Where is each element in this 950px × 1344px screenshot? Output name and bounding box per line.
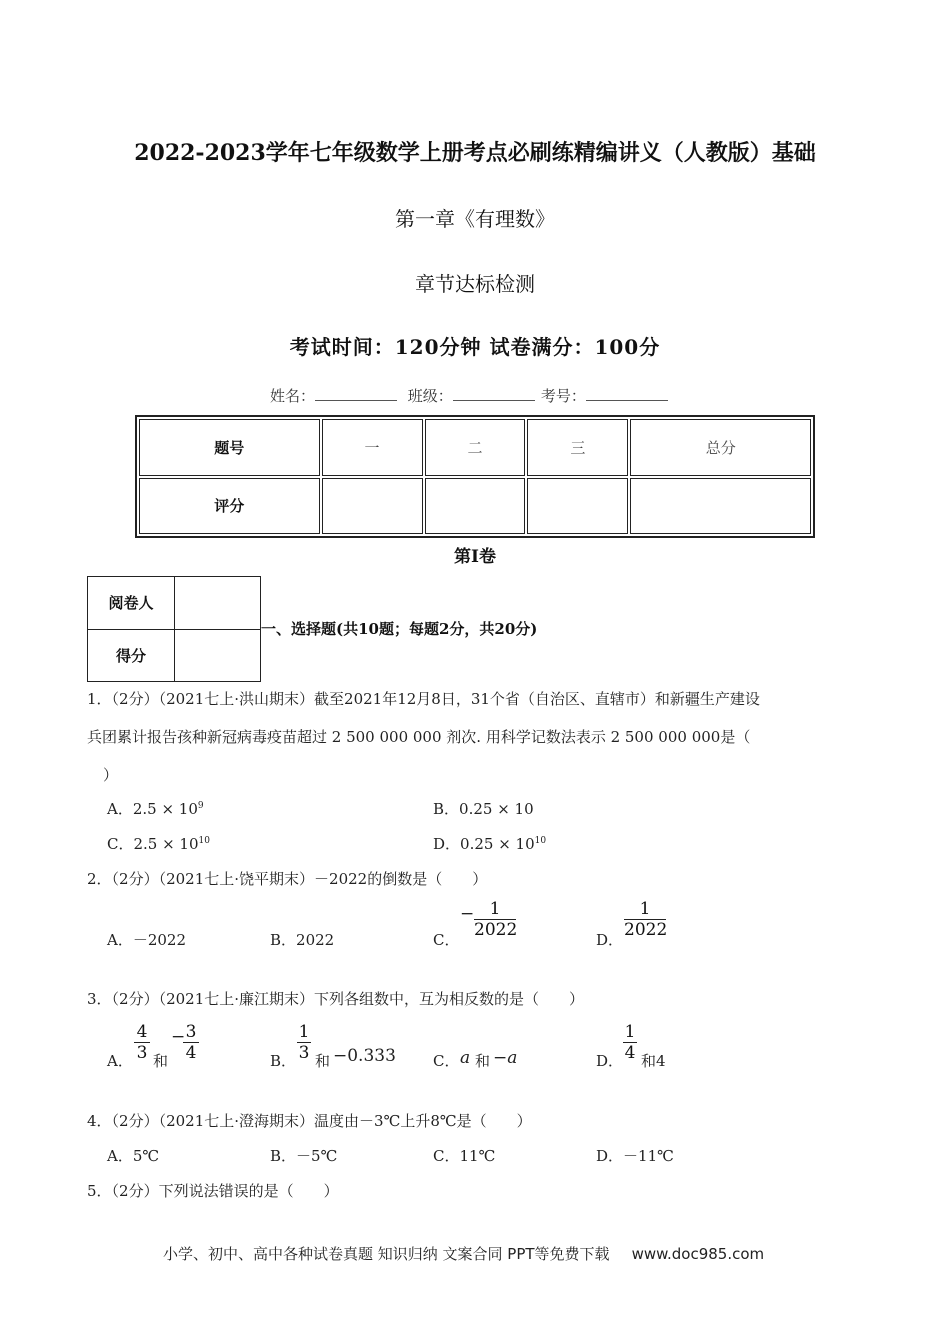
- grader-score-cell: [175, 629, 261, 682]
- score-cell: [630, 478, 811, 535]
- score-cell: 总分: [630, 419, 811, 476]
- fraction-numerator: 3: [185, 1022, 197, 1042]
- fraction-denominator: 3: [298, 1043, 310, 1063]
- volume-label: 第Ⅰ卷: [454, 547, 496, 567]
- q2-option-d-fraction: [624, 899, 666, 940]
- q4-stem: 4．（2分）（2021七上·澄海期末）温度由－3℃上升8℃是（ ）: [87, 1112, 532, 1130]
- q4-option-b: B．－5℃: [270, 1147, 338, 1165]
- chapter-title: 第一章《有理数》: [395, 207, 555, 231]
- document-title: 2022-2023学年七年级数学上册考点必刷练精编讲义（人教版）基础: [134, 140, 816, 166]
- fraction-denominator: 4: [183, 1042, 199, 1063]
- name-label: 姓名：: [270, 387, 316, 405]
- q3-option-d-fraction: [623, 1022, 637, 1063]
- q2-option-c-sign: −: [460, 904, 475, 924]
- id-label: 考号：: [540, 387, 586, 405]
- fraction-denominator: 2022: [474, 920, 518, 940]
- score-value-row: [139, 478, 811, 535]
- q1-option-a: A．$2.5 \times 10^9$: [107, 800, 204, 818]
- q2-option-c-fraction: [474, 899, 516, 940]
- q2-option-d-label: D．: [596, 931, 624, 949]
- fraction-denominator: 3: [134, 1042, 150, 1063]
- fraction-numerator: 1: [489, 899, 501, 919]
- fraction-numerator: 1: [298, 1022, 310, 1042]
- q5-stem: 5．（2分）下列说法错误的是（ ）: [87, 1182, 339, 1200]
- q3-option-a-and: 和: [153, 1052, 169, 1070]
- reader-cell: [175, 577, 261, 630]
- footer-url[interactable]: www.doc985.com: [631, 1245, 765, 1263]
- q3-option-b-and: 和: [315, 1052, 331, 1070]
- score-cell: 评分: [139, 478, 320, 535]
- q2-option-c-label: C．: [433, 931, 460, 949]
- q4-option-a: A．5℃: [107, 1147, 160, 1165]
- q1-option-c: C．$2.5 \times 10^{10}$: [107, 835, 210, 853]
- score-cell: 一: [322, 419, 423, 476]
- reader-label: 阅卷人: [88, 577, 175, 630]
- score-cell: [527, 478, 628, 535]
- fraction-numerator: 1: [624, 1022, 636, 1042]
- student-fields: [270, 385, 674, 406]
- q1-line1: 1．（2分）（2021七上·洪山期末）截至2021年12月8日，31个省（自治区、直辖市）和新疆生产建设: [87, 690, 760, 708]
- class-blank: [453, 386, 535, 401]
- q3-option-d-rest: 和4: [641, 1052, 666, 1070]
- score-header-row: [139, 419, 811, 476]
- q4-option-c: C．11℃: [433, 1147, 496, 1165]
- q3-option-b-label: B．: [270, 1052, 297, 1070]
- q3-option-c-var: a: [460, 1048, 471, 1068]
- q1-line2: 兵团累计报告孩种新冠病毒疫苗超过 2 500 000 000 剂次. 用科学记数法表示 2 500 000 000是（: [87, 728, 751, 746]
- score-cell: 题号: [139, 419, 320, 476]
- q3-option-b-value: −0.333: [333, 1046, 396, 1066]
- score-cell: 二: [425, 419, 526, 476]
- q3-stem: 3．（2分）（2021七上·廉江期末）下列各组数中，互为相反数的是（ ）: [87, 990, 585, 1008]
- q3-option-c-neg: −a: [493, 1048, 518, 1068]
- q1-option-b: B．0.25 × 10: [433, 800, 534, 818]
- score-cell: 三: [527, 419, 628, 476]
- q3-option-c-and: 和: [475, 1052, 491, 1070]
- section1-title: 一、选择题(共10题；每题2分，共20分): [261, 620, 538, 638]
- q4-option-d: D．－11℃: [596, 1147, 674, 1165]
- fraction-numerator: 1: [639, 899, 651, 919]
- grader-score-label: 得分: [88, 629, 175, 682]
- q1-line3: ）: [103, 766, 119, 784]
- q3-option-c-label: C．: [433, 1052, 460, 1070]
- q2-option-a: A．－2022: [107, 931, 187, 949]
- q1-option-d: D．$0.25 \times 10^{10}$: [433, 835, 547, 853]
- score-table: [135, 415, 815, 538]
- q3-option-d-label: D．: [596, 1052, 624, 1070]
- grader-table: [87, 576, 261, 682]
- q3-option-b-fraction: [297, 1022, 311, 1063]
- footer-text: 小学、初中、高中各种试卷真题 知识归纳 文案合同 PPT等免费下载: [163, 1245, 610, 1263]
- q3-option-a-sign: −: [171, 1027, 186, 1047]
- score-cell: [425, 478, 526, 535]
- page-footer: [163, 1243, 764, 1264]
- section-title: 章节达标检测: [415, 272, 535, 296]
- q3-option-a-fraction2: [183, 1022, 199, 1063]
- fraction-numerator: 4: [136, 1022, 148, 1042]
- q2-stem: 2．（2分）（2021七上·饶平期末）－2022的倒数是（ ）: [87, 870, 488, 888]
- id-blank: [586, 386, 668, 401]
- class-label: 班级：: [407, 387, 453, 405]
- fraction-denominator: 2022: [624, 920, 668, 940]
- fraction-denominator: 4: [624, 1043, 636, 1063]
- q3-option-a-fraction1: [134, 1022, 150, 1063]
- name-blank: [315, 386, 397, 401]
- exam-info: 考试时间：120分钟 试卷满分：100分: [289, 335, 661, 359]
- q2-option-b: B．2022: [270, 931, 335, 949]
- score-cell: [322, 478, 423, 535]
- q3-option-a-label: A．: [107, 1052, 133, 1070]
